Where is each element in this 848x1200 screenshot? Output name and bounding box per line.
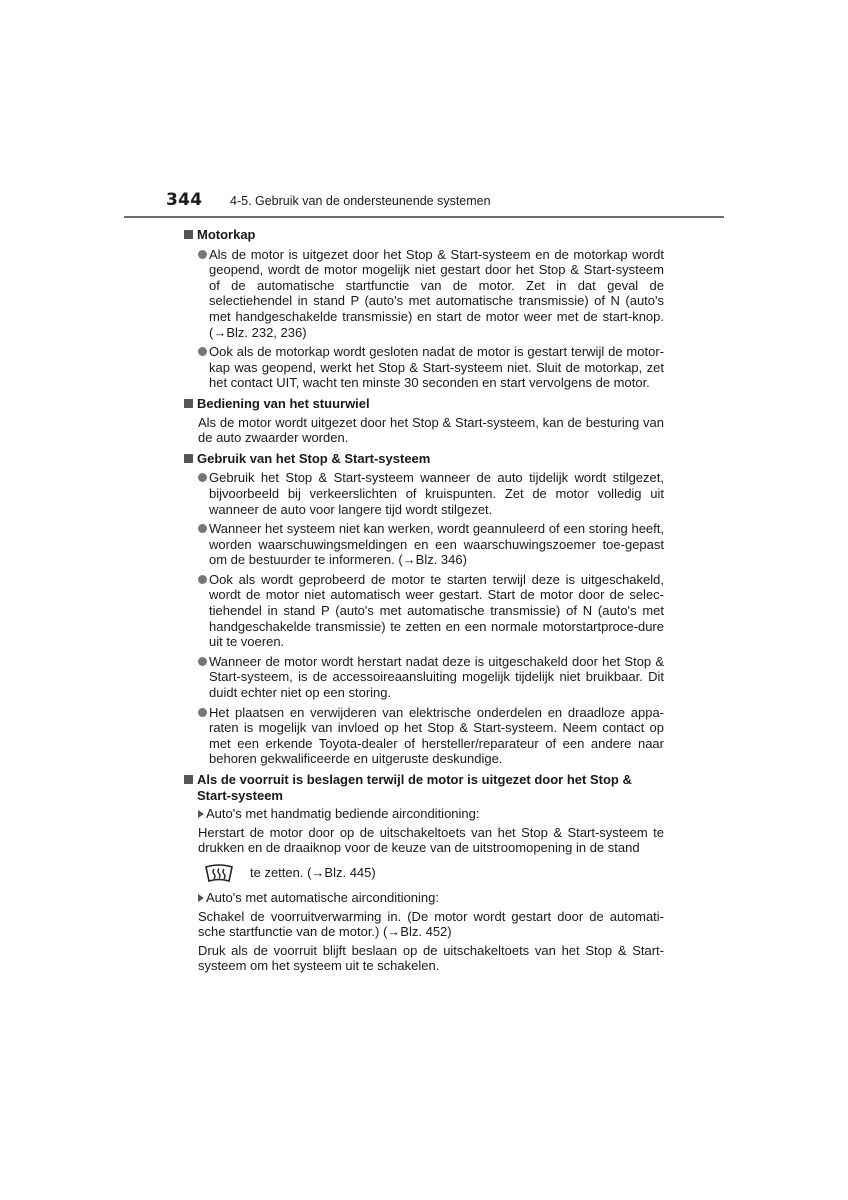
list-item: [198, 247, 664, 341]
bullet-icon: [198, 575, 207, 584]
list-item: [198, 654, 664, 701]
sub-label-text: Auto's met automatische airconditioning:: [206, 889, 439, 905]
bullet-icon: [198, 250, 207, 259]
page-header: [124, 190, 724, 220]
square-marker-icon: [184, 230, 193, 239]
paragraph: Herstart de motor door op de uitschakeltoets van het Stop & Start-systeem te drukken en de draaiknop voor de keuze van de uitstroomopening in de stand: [198, 824, 664, 856]
square-marker-icon: [184, 454, 193, 463]
paragraph: Druk als de voorruit blijft beslaan op de uitschakeltoets van het Stop & Start-systeem om het systeem uit te schakelen.: [198, 942, 664, 974]
heading-stuurwiel: [184, 396, 664, 412]
section-title: 4-5. Gebruik van de ondersteunende systemen: [230, 194, 491, 208]
paragraph: Als de motor wordt uitgezet door het Stop & Start-systeem, kan de besturing van de auto zwaarder worden.: [198, 414, 664, 446]
heading-motorkap: [184, 227, 664, 243]
windshield-defroster-icon: [204, 863, 234, 883]
paragraph-end: te zetten. (→Blz. 445): [250, 865, 376, 881]
heading-voorruit: [184, 772, 664, 803]
heading-text: Bediening van het stuurwiel: [197, 395, 370, 411]
triangle-marker-icon: [198, 810, 204, 818]
square-marker-icon: [184, 775, 193, 784]
bullet-text: Gebruik het Stop & Start-systeem wanneer de auto tijdelijk wordt stilgezet, bijvoorbeeld bij verkeerslichten of kruispunten. Zet de motor volledig uit wanneer de auto voor langere tijd wordt stilgezet.: [209, 470, 664, 517]
bullet-text: Ook als wordt geprobeerd de motor te starten terwijl deze is uitgeschakeld, wordt de motor niet automatisch weer gestart. Start de motor door de selec-tiehendel in stand P (auto's met automatische transmissie) of N (auto's met handgeschakelde transmissie) te zetten en een normale motorstartproce-dure uit te voeren.: [209, 571, 664, 650]
bullet-icon: [198, 708, 207, 717]
paragraph: Schakel de voorruitverwarming in. (De motor wordt gestart door de automati-sche startfunctie van de motor.) (→Blz. 452): [198, 908, 664, 940]
square-marker-icon: [184, 399, 193, 408]
list-item: [198, 344, 664, 391]
list-item: [198, 572, 664, 650]
bullet-text: Ook als de motorkap wordt gesloten nadat de motor is gestart terwijl de motor-kap was geopend, werkt het Stop & Start-systeem niet. Sluit de motorkap, zet het contact UIT, wacht ten minste 30 seconden en start vervolgens de motor.: [209, 344, 664, 391]
bullet-text: Wanneer het systeem niet kan werken, wordt geannuleerd of een storing heeft, worden waarschuwingsmeldingen en een waarschuwingszoemer toe-gepast om de bestuurder te informeren. (→Blz. 346): [209, 521, 664, 568]
bullet-icon: [198, 347, 207, 356]
triangle-marker-icon: [198, 894, 204, 902]
heading-gebruik: [184, 451, 664, 467]
sub-label-manual: [198, 806, 664, 822]
page-number: 344: [166, 190, 203, 210]
list-item: [198, 470, 664, 517]
header-rule: [124, 216, 724, 218]
bullet-text: Wanneer de motor wordt herstart nadat deze is uitgeschakeld door het Stop & Start-systeem, is de accessoireaansluiting mogelijk tijdelijk niet bruikbaar. Dit duidt echter niet op een storing.: [209, 653, 664, 701]
sub-label-text: Auto's met handmatig bediende airconditioning:: [206, 806, 480, 822]
page-content: [184, 224, 664, 974]
heading-text: Gebruik van het Stop & Start-systeem: [197, 450, 431, 466]
heading-text: Motorkap: [197, 227, 256, 242]
bullet-text: Het plaatsen en verwijderen van elektrische onderdelen en draadloze appa-raten is mogelijk van invloed op het Stop & Start-systeem. Neem contact op met een erkende Toyota-dealer of hersteller/reparateur of een andere naar behoren gekwalificeerde en uitgeruste deskundige.: [209, 704, 664, 767]
bullet-icon: [198, 524, 207, 533]
list-item: [198, 521, 664, 568]
heading-text: Als de voorruit is beslagen terwijl de motor is uitgezet door het Stop & Start-systeem: [197, 772, 632, 803]
sub-label-auto: [198, 890, 664, 906]
bullet-icon: [198, 473, 207, 482]
list-item: [198, 705, 664, 767]
bullet-text: Als de motor is uitgezet door het Stop & Start-systeem en de motorkap wordt geopend, wordt de motor mogelijk niet gestart door het Stop & Start-systeem of de automatische startfunctie van de motor. Zet in dat geval de selectiehendel in stand P (auto's met automatische transmissie) of N (auto's met handgeschakelde transmissie) en start de motor weer met de start-knop. (→Blz. 232, 236): [209, 246, 664, 340]
bullet-icon: [198, 657, 207, 666]
icon-line: [198, 862, 664, 884]
